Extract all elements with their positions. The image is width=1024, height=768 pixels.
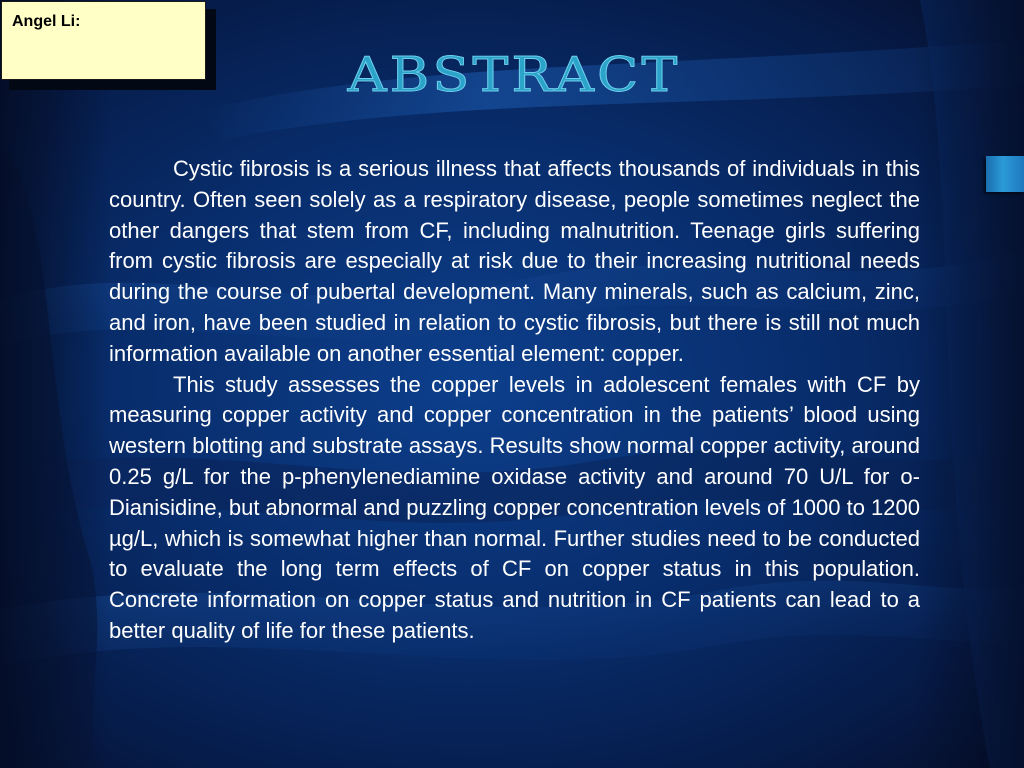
abstract-paragraph-2: This study assesses the copper levels in adolescent females with CF by measuring copper activity and copper concentration in the patients’ blood using western blotting and substrate assays. Results show normal copper activity, around 0.25 g/L for the p-phenylenediamine oxidase activity and around 70 U/L for o-Dianisidine, but abnormal and puzzling copper concentration levels of 1000 to 1200 µg/L, which is somewhat higher than normal. Further studies need to be conducted to evaluate the long term effects of CF on copper status in this population. Concrete information on copper status and nutrition in CF patients can lead to a better quality of life for these patients.	[109, 371, 920, 643]
abstract-body	[109, 154, 920, 647]
speaker-note-label: Angel Li:	[12, 13, 81, 30]
right-edge-tab	[986, 156, 1024, 192]
abstract-paragraph-1: Cystic fibrosis is a serious illness that affects thousands of individuals in this country. Often seen solely as a respiratory disease, people sometimes neglect the other dangers that stem from CF, including malnutrition. Teenage girls suffering from cystic fibrosis are especially at risk due to their increasing nutritional needs during the course of pubertal development. Many minerals, such as calcium, zinc, and iron, have been studied in relation to cystic fibrosis, but there is still not much information available on another essential element: copper.	[109, 156, 920, 366]
slide-title: ABSTRACT	[347, 46, 681, 103]
